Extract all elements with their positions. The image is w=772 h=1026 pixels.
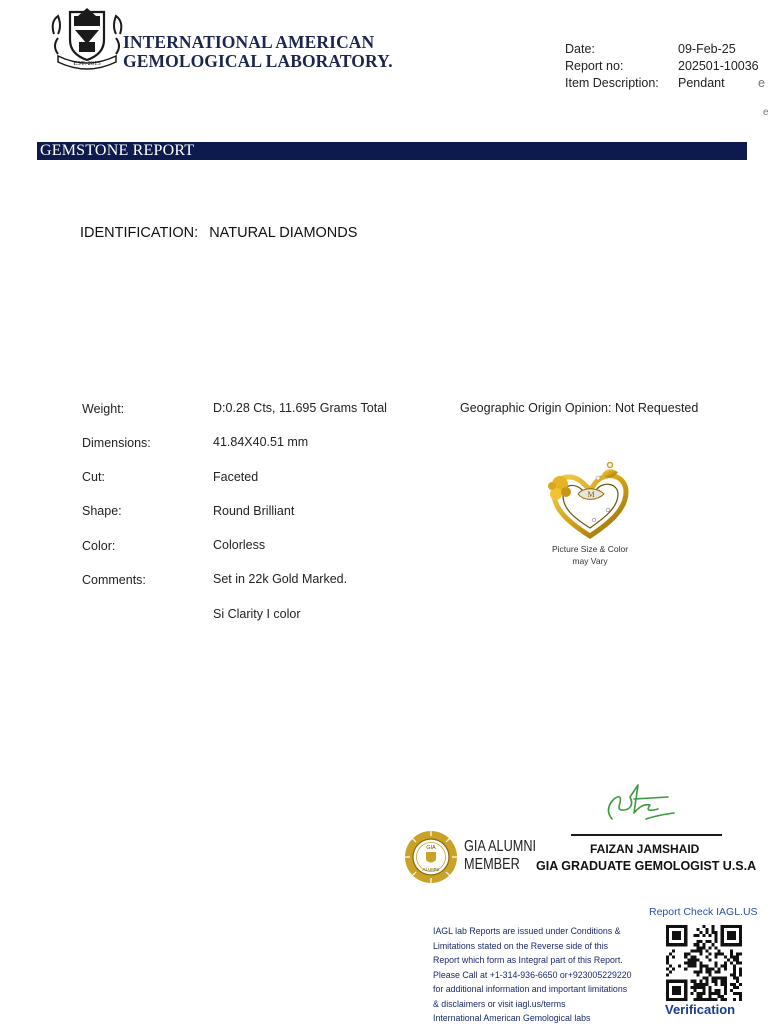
picture-note-line2: may Vary [572,556,608,566]
date-label: Date: [565,42,595,56]
seal-bottom-text: ALUMNI [422,867,440,872]
disclaimer-line: Limitations stated on the Reverse side of this [433,940,609,951]
disclaimer-line: IAGL lab Reports are issued under Conditions & [433,926,621,936]
lab-name-line1: INTERNATIONAL AMERICAN [123,32,375,52]
gia-alumni-text [464,838,536,874]
detail-value: Colorless [213,538,266,552]
signature [598,779,688,831]
disclaimer-line: & disclaimers or visit iagl.us/terms [433,998,566,1009]
signature-line [571,834,722,836]
disclaimer-line: for additional information and important limitations [433,984,628,994]
detail-label: Weight: [82,402,125,416]
alumni-line1: GIA ALUMNI [464,838,537,855]
seal-top-text: GIA [426,845,436,851]
detail-label: Shape: [82,504,122,518]
edge-mark: e [763,107,769,118]
disclaimer [433,924,663,1026]
identification-label: IDENTIFICATION: [80,225,199,241]
picture-note-line1: Picture Size & Color [551,544,629,554]
report-check-link[interactable]: Report Check IAGL.US [649,906,758,918]
item-description-row [565,75,772,92]
item-description-value: Pendant [678,76,725,90]
item-description-extra: e [758,76,765,90]
item-description-label: Item Description: [565,76,659,90]
detail-value: 41.84X40.51 mm [213,435,309,449]
identification-value: NATURAL DIAMONDS [209,225,358,241]
lab-name [123,33,393,71]
gia-alumni-seal [404,830,458,884]
report-meta [565,41,772,92]
pendant-image [538,462,638,542]
signatory-name: FAIZAN JAMSHAID [590,842,700,856]
disclaimer-line: International American Gemological labs [433,1013,591,1023]
detail-value: Round Brilliant [213,504,295,518]
lab-name-line2: GEMOLOGICAL LABORATORY. [123,51,393,71]
detail-value: Set in 22k Gold Marked. [213,572,348,586]
disclaimer-line: Report which form as Integral part of this Report. [433,955,623,965]
disclaimer-line: Please Call at +1-314-936-6650 or+923005229220 [433,969,632,980]
report-number-row [565,58,772,75]
origin-opinion: Geographic Origin Opinion: Not Requested [460,401,699,415]
identification [80,225,357,241]
date-value: 09-Feb-25 [678,42,736,56]
lab-crest-logo [48,4,126,72]
date-row [565,41,772,58]
alumni-line2: MEMBER [464,856,520,873]
detail-value: D:0.28 Cts, 11.695 Grams Total [213,401,387,415]
report-title: GEMSTONE REPORT [40,142,195,159]
svg-text:M: M [587,490,595,499]
detail-label: Dimensions: [82,436,151,450]
detail-value: Faceted [213,470,259,484]
report-number-value: 202501-10036 [678,59,759,73]
report-title-bar [37,142,747,160]
verification-label: Verification [665,1002,736,1017]
picture-note [540,543,640,567]
detail-value: Si Clarity I color [213,607,301,621]
detail-label: Color: [82,539,116,553]
detail-label: Comments: [82,573,146,587]
report-number-label: Report no: [565,59,624,73]
crest-est-text: EST. 2015 [73,60,101,67]
signatory-title: GIA GRADUATE GEMOLOGIST U.S.A [536,859,757,873]
qr-code[interactable] [666,925,742,1001]
detail-label: Cut: [82,470,105,484]
